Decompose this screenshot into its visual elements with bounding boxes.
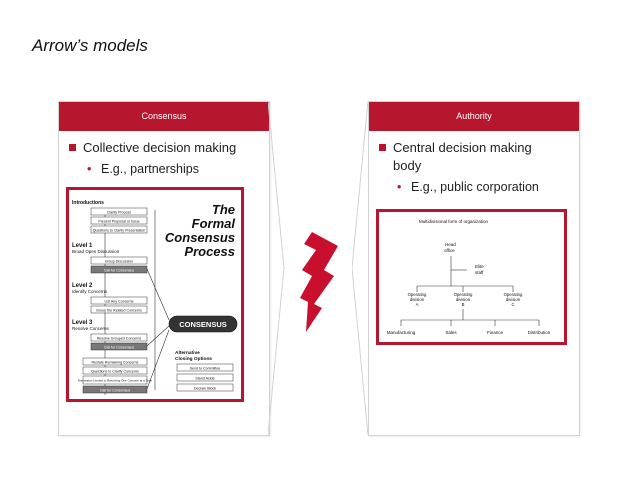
head-label-1: Head [445,242,456,247]
authority-bullet-line1: Central decision making [393,140,532,155]
introductions-label: Introductions [72,200,104,206]
authority-header: Authority [369,102,579,131]
level2-sub: Identify Concerns [72,289,108,294]
left-panel-chevron [268,101,286,436]
level1-item-2: Call for Consensus [103,268,135,273]
division-a-line2: division [409,297,425,302]
bottom-item-4: Call for Consensus [99,388,131,393]
intro-item-3: Questions to Clarify Presentation [92,228,146,233]
bottom-item-2: Questions to Clarify Concerns [91,369,139,374]
level2-title: Level 2 [72,283,93,289]
alt-title-1: Alternative [175,351,200,356]
division-c-line1: Operating [503,292,523,297]
consensus-bullet: Collective decision making [69,139,259,157]
slide-title: Arrow’s models [32,36,148,55]
division-c-line3: C [511,302,515,307]
division-b-line2: division [455,297,471,302]
alt-item-1: Send to Committee [189,366,221,371]
bottom-item-1: Restate Remaining Concerns [91,360,139,365]
level2-item-1: List Any Concerns [104,299,134,304]
process-heading-3: Consensus [164,230,235,245]
org-caption: Multidivisional form of organization [419,219,489,224]
consensus-flowchart [69,190,241,399]
elite-label-2: staff [475,270,484,275]
consensus-example: • E.g., partnerships [69,160,259,178]
level3-item-1: Resolve Grouped Concerns [96,336,142,341]
consensus-process-figure [66,187,244,402]
process-heading-1: The [211,202,235,217]
division-c-line2: division [505,297,521,302]
level1-sub: Broad Open Discussion [72,249,120,254]
level3-sub: Resolve Concerns [72,326,109,331]
bottom-item-3: Discussion Limited to Resolving One Concern at a Time [77,378,153,383]
level1-title: Level 1 [72,243,93,249]
level1-item-1: Group Discussion [104,259,134,264]
org-chart [379,212,564,342]
function-1: Manufacturing [386,330,416,335]
level3-item-2: Call for Consensus [103,345,135,350]
function-3: Finance [486,330,504,335]
head-label-2: office [444,248,455,253]
level2-item-2: Group the Related Concerns [96,308,142,313]
intro-item-2: Present Proposal or Issue [98,219,140,224]
alt-item-2: Stand Aside [195,376,215,381]
division-b-line3: B [461,302,465,307]
authority-bullet-line2: body [393,158,422,173]
consensus-oval-label: CONSENSUS [179,320,227,329]
function-2: Sales [445,330,457,335]
intro-item-1: Clarify Process [106,210,132,215]
function-4: Distribution [527,330,551,335]
authority-bullet [379,139,569,175]
org-chart-figure [376,209,567,345]
authority-example: • E.g., public corporation [379,178,569,196]
alt-title-2: Closing Options [175,357,213,362]
right-panel-chevron [352,101,370,436]
division-a-line1: Operating [407,292,427,297]
process-heading-2: Formal [191,216,235,231]
alt-item-3: Declare Block [193,386,217,391]
elite-label-1: Elite [475,264,484,269]
consensus-header: Consensus [59,102,269,131]
division-a-line3: A [415,302,419,307]
lightning-bolt-icon [296,232,338,332]
division-b-line1: Operating [453,292,473,297]
process-heading-4: Process [184,244,235,259]
level3-title: Level 3 [72,320,93,326]
